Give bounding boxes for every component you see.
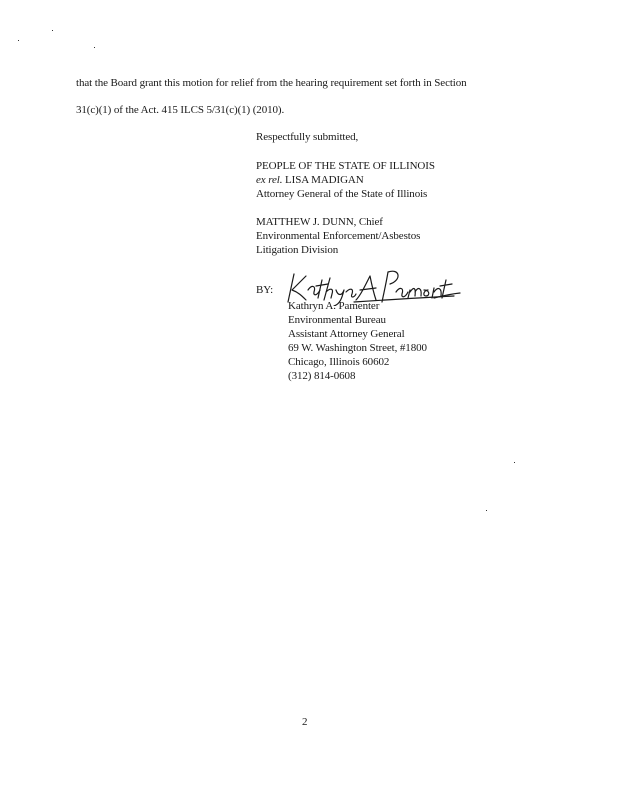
chief-name: MATTHEW J. DUNN, Chief [256,216,383,228]
page-number: 2 [302,716,308,728]
signer-title: Assistant Attorney General [288,328,405,340]
signer-address: 69 W. Washington Street, #1800 [288,342,427,354]
ex-rel-name: LISA MADIGAN [285,174,364,186]
division-line-2: Litigation Division [256,244,339,256]
body-line-1: that the Board grant this motion for relief from the hearing requirement set forth in Section [76,77,467,89]
signer-city: Chicago, Illinois 60602 [288,356,390,368]
scan-speck [514,462,515,463]
body-line-2: 31(c)(1) of the Act. 415 ILCS 5/31(c)(1) (2010). [76,104,285,116]
attorney-general-title: Attorney General of the State of Illinois [256,188,428,200]
division-line-1: Environmental Enforcement/Asbestos [256,230,421,242]
ex-rel-line [256,174,364,186]
scan-speck [52,30,53,31]
scan-speck [486,510,487,511]
scan-speck [18,40,19,41]
signer-bureau: Environmental Bureau [288,314,386,326]
ex-rel-prefix: ex rel. [256,174,283,186]
by-label: BY: [256,284,274,296]
scan-speck [94,47,95,48]
signer-phone: (312) 814-0608 [288,370,356,382]
party-name: PEOPLE OF THE STATE OF ILLINOIS [256,160,435,172]
signer-name: Kathryn A. Pamenter [288,300,380,312]
closing-text: Respectfully submitted, [256,131,359,143]
